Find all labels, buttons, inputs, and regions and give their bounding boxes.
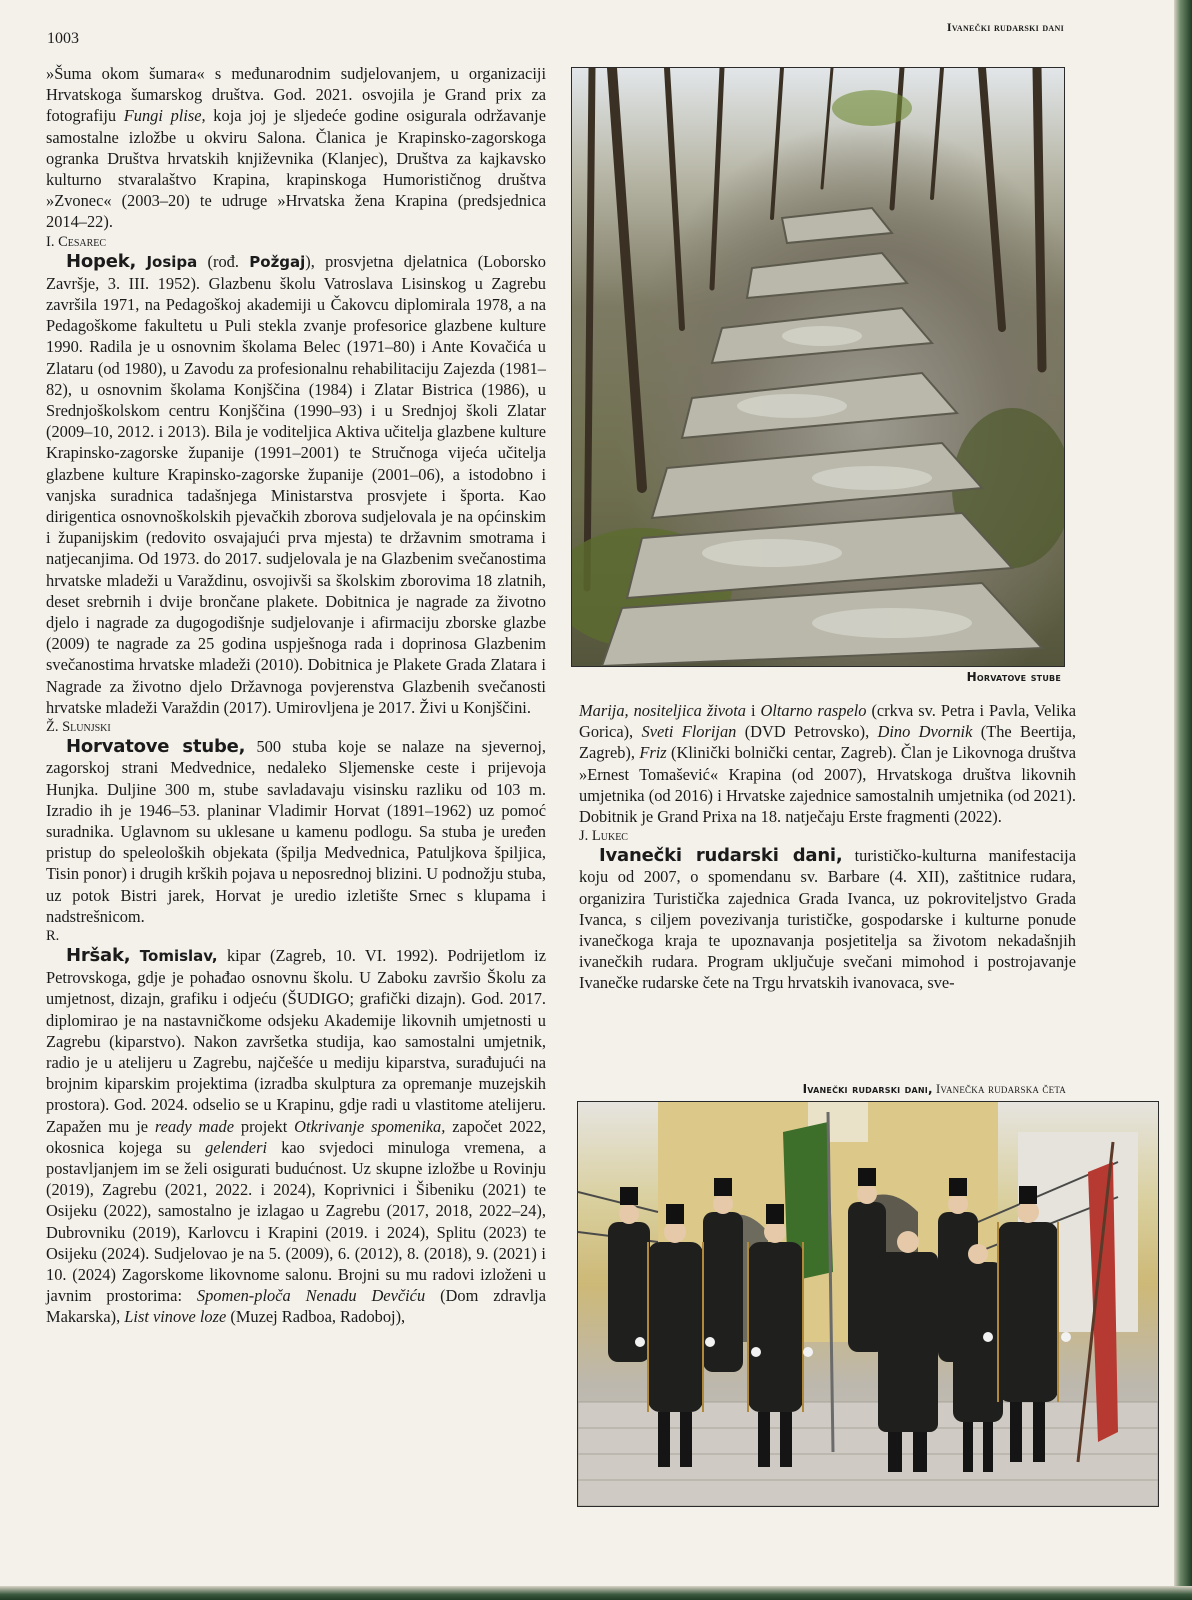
- given-name-hopek: Josipa: [146, 252, 198, 271]
- entry-intro-continuation: [46, 63, 546, 233]
- hrsak-italic-4: Spomen-ploča Nenadu Devčiću: [196, 1286, 426, 1306]
- hrsak-cont-text-4: (The Beertija, Zagreb),: [579, 722, 1077, 763]
- running-head: Ivanečki rudarski dani: [946, 20, 1064, 34]
- hrsak-cont-italic-5: Friz: [639, 743, 667, 763]
- entry-ivanecki: [579, 845, 1076, 993]
- hrsak-cont-italic-2: Oltarno raspelo: [760, 701, 867, 720]
- author-slunjski: Ž. Slunjski: [46, 719, 111, 736]
- hrsak-italic-5: List vinove loze: [124, 1307, 227, 1327]
- hrsak-cont-text-1: i: [745, 701, 761, 720]
- caption-ivanecki-sub: Ivanečka rudarska četa: [932, 1082, 1066, 1096]
- hrsak-text-1: kipar (Zagreb, 10. VI. 1992). Podrijetlom iz Petrovskoga, gdje je pohađao osnovnu školu. U Zaboku završio Školu za umjetnost, dizajn, grafiku i odjeću (ŠUDIGO; grafički dizajn). God. 2017. diplomirao je na nastavničkome odsjeku Akademije likovnih umjetnosti u Zagrebu (kiparstvo). Nakon završetka studija, kao samostalni umjetnik, radio je u atelijeru u Zagrebu, najčešće u mediju kiparstva, surađujući na brojnim kiparskim projektima (izradba skulptura za opremanje muzejskih prostora). God. 2024. odselio se u Krapinu, gdje radi u vlastitome atelijeru. Zapažen mu je: [46, 945, 546, 1136]
- hrsak-cont-italic-4: Dino Dvornik: [877, 722, 973, 742]
- entry-hrsak: [46, 945, 546, 1328]
- hopek-text: ), prosvjetna djelatnica (Loborsko Završje, 3. III. 1952). Glazbenu školu Vatroslava Lisinskog u Zagrebu završila 1971, na Pedagoškoj akademiji u Čakovcu diplomirala 1978, a na Pedagoškome fakultetu u Puli stekla zvanje profesorice glazbene kulture 1990. Radila je u osnovnim školama Belec (1971–80) i Ante Kovačića u Zlataru (od 1980), u Zavodu za profesionalnu rehabilitaciju Zajezda (1981–82), u osnovnim školama Konjščina (1984) i Zlatar Bistrica (1986), u Srednjoškolskom centru Konjščina (1990–93) i u Srednjoj školi Zlatar (2009–10, 2012. i 2013). Bila je voditeljica Aktiva učitelja glazbene kulture Krapinsko-zagorske županije (1991–2001) te Stručnoga vijeća učitelja glazbene kulture Krapinsko-zagorske županije (2001–06), a istodobno i vanjska suradnica tadašnjega Ministarstva prosvjete i športa. Kao dirigentica osnovnoškolskih pjevačkih zborova sudjelovala je na općinskim i županijskim (redovito osvajajući prva mjesta) te državnim smotrama i natjecanjima. Od 1973. do 2017. sudjelovala je na Glazbenim svečanostima hrvatske mladeži u Varaždinu, osvojivši sa školskim zborovima 18 zlatnih, deset srebrnih i dvije brončane plakete. Dobitnica je nagrade za životno djelo i nagrade za dugogodišnje sudjelovanje i afirmaciju zborske glazbe (2009) te nagrade za 25 godina uspješnoga rada i doprinosa Glazbenim svečanostima hrvatske mladeži (2010). Dobitnica je Plakete Grada Zlatara i Nagrade za životno djelo Državnoga povjerenstva Glazbenih svečanosti hrvatske mladeži Varaždin (2017). Umirovljena je 2017. Živi u Konjščini.: [46, 251, 546, 717]
- hrsak-cont-text-2: (crkva sv. Petra i Pavla, Velika Gorica),: [579, 701, 1077, 742]
- headword-horvatove: Horvatove stube,: [66, 736, 246, 758]
- caption-ivanecki: [803, 1082, 1066, 1097]
- hrsak-italic-3: gelenderi: [205, 1137, 268, 1157]
- hrsak-text-2: projekt: [234, 1116, 295, 1136]
- photo-horvatove-stube: [571, 67, 1065, 667]
- page-number: 1003: [47, 30, 79, 47]
- entry-horvatove: [46, 736, 546, 927]
- right-column: [579, 700, 1076, 994]
- photo-ivanecka-rudarska-ceta: [577, 1101, 1159, 1507]
- caption-ivanecki-bold: Ivanečki rudarski dani,: [802, 1082, 933, 1096]
- caption-horvatove-stube: Horvatove stube: [966, 670, 1061, 684]
- hrsak-text-5: (Dom zdravlja Makarska),: [46, 1286, 547, 1327]
- intro-text: »Šuma okom šumara« s međunarodnim sudjelovanjem, u organizaciji Hrvatskoga šumarskog društva. God. 2021. osvojila je Grand prix za fotografiju: [46, 64, 546, 126]
- page-edge: [1174, 0, 1192, 1600]
- author-lukec: J. Lukec: [579, 828, 628, 845]
- author-cesarec: I. Cesarec: [46, 233, 107, 250]
- stairs-illustration: [572, 68, 1064, 666]
- headword-hrsak: Hršak,: [66, 944, 131, 966]
- author-r: R.: [46, 927, 60, 944]
- ivanecki-text: turističko-kulturna manifestacija koju od 2007, o spomendanu sv. Barbare (4. XII), zaštitnice rudara, organizira Turistička zajednica Grada Ivanca, uz pokroviteljstvo Grada Ivanca, s ciljem povezivanja turističke, gospodarske i kulturne ponude ivanečkoga kraja te upoznavanja posjetitelja sa životom nekadašnjih ivanečkih rudara. Program uključuje svečani mimohod i postrojavanje Ivanečke rudarske čete na Trgu hrvatskih ivanovaca, sve-: [579, 846, 1076, 993]
- birth-name-hopek: Požgaj: [249, 252, 306, 271]
- hopek-birth-prefix: (rođ.: [197, 251, 250, 271]
- hrsak-cont-italic-3: Sveti Florijan: [641, 722, 737, 742]
- hrsak-text-4: kao svjedoci minuloga vremena, a postavljanjem im se želi osigurati budućnost. Uz skupne izložbe u Rovinju (2019), Zagrebu (2021, 2022. i 2024), Koprivnici i Šibeniku (2021) te Osijeku (2022), samostalno je izlagao u Zagrebu (2017, 2018, 2022–24), Dubrovniku (2019), Karlovcu i Krapini (2019. i 2024), Splitu (2023) te Osijeku (2024). Sudjelovao je na 5. (2009), 6. (2012), 8. (2018), 9. (2021) i 10. (2024) Zagorskome likovnome salonu. Brojni su mu radovi izloženi u javnim prostorima:: [46, 1137, 546, 1306]
- hrsak-cont-italic-1: Marija, nositeljica života: [579, 701, 746, 720]
- entry-hrsak-continuation: [579, 700, 1076, 827]
- hrsak-italic-2: Otkrivanje spomenika,: [294, 1116, 446, 1136]
- intro-italic: Fungi plise,: [123, 106, 206, 126]
- horvatove-text: 500 stuba koje se nalaze na sjevernoj, zagorskoj strani Medvednice, nedaleko Sljemenske ceste i prijevoja Hunjka. Duljine 300 m, stube savladavaju visinsku razliku od 103 m. Izradio ih je 1946–53. planinar Vladimir Horvat (1891–1962) uz pomoć suradnika. Uglavnom su uklesane u kamenu podlogu. Sa stuba je uređen pristup do speleoloških objekata (špilja Medvednica, Patuljkova špiljica, Tisin ponor) i drugih krških pojava u neposrednoj blizini. U podnožju stuba, uz potok Bistri jarek, Horvat je uredio izletište Srnec s klupama i nadstrešnicom.: [46, 737, 546, 926]
- left-column: [46, 63, 546, 1328]
- headword-ivanecki: Ivanečki rudarski dani,: [599, 845, 843, 867]
- hrsak-italic-1: ready made: [154, 1116, 234, 1136]
- hrsak-text-3: započet 2022, okosnica kojega su: [46, 1116, 547, 1157]
- page-edge-bottom: [0, 1586, 1192, 1600]
- hrsak-text-6: (Muzej Radboa, Radoboj),: [226, 1307, 406, 1327]
- miners-illustration: [578, 1102, 1158, 1506]
- headword-hopek: Hopek,: [66, 250, 137, 272]
- hrsak-cont-text-5: (Klinički bolnički centar, Zagreb). Član je Likovnoga društva »Ernest Tomašević« Krapina (od 2007), Hrvatskoga društva likovnih umjetnika (od 2016) i Hrvatske zajednice samostalnih umjetnika (od 2021). Dobitnik je Grand Prixa na 18. natječaju Erste fragmenti (2022).: [579, 743, 1076, 827]
- intro-text-2: koja joj je sljedeće godine osigurala održavanje samostalne izložbe u okviru Salona. Članica je Krapinsko-zagorskoga ogranka Društva hrvatskih književnika (Klanjec), Društva za kajkavsko kulturno stvaralaštvo Krapina, krapinskoga Humorističnog društva »Zvonec« (2003–20) te udruge »Hrvatska žena Krapina (predsjednica 2014–22).: [46, 106, 546, 232]
- hrsak-cont-text-3: (DVD Petrovsko),: [736, 722, 878, 742]
- given-name-hrsak: Tomislav,: [139, 946, 218, 965]
- entry-hopek: [46, 251, 546, 718]
